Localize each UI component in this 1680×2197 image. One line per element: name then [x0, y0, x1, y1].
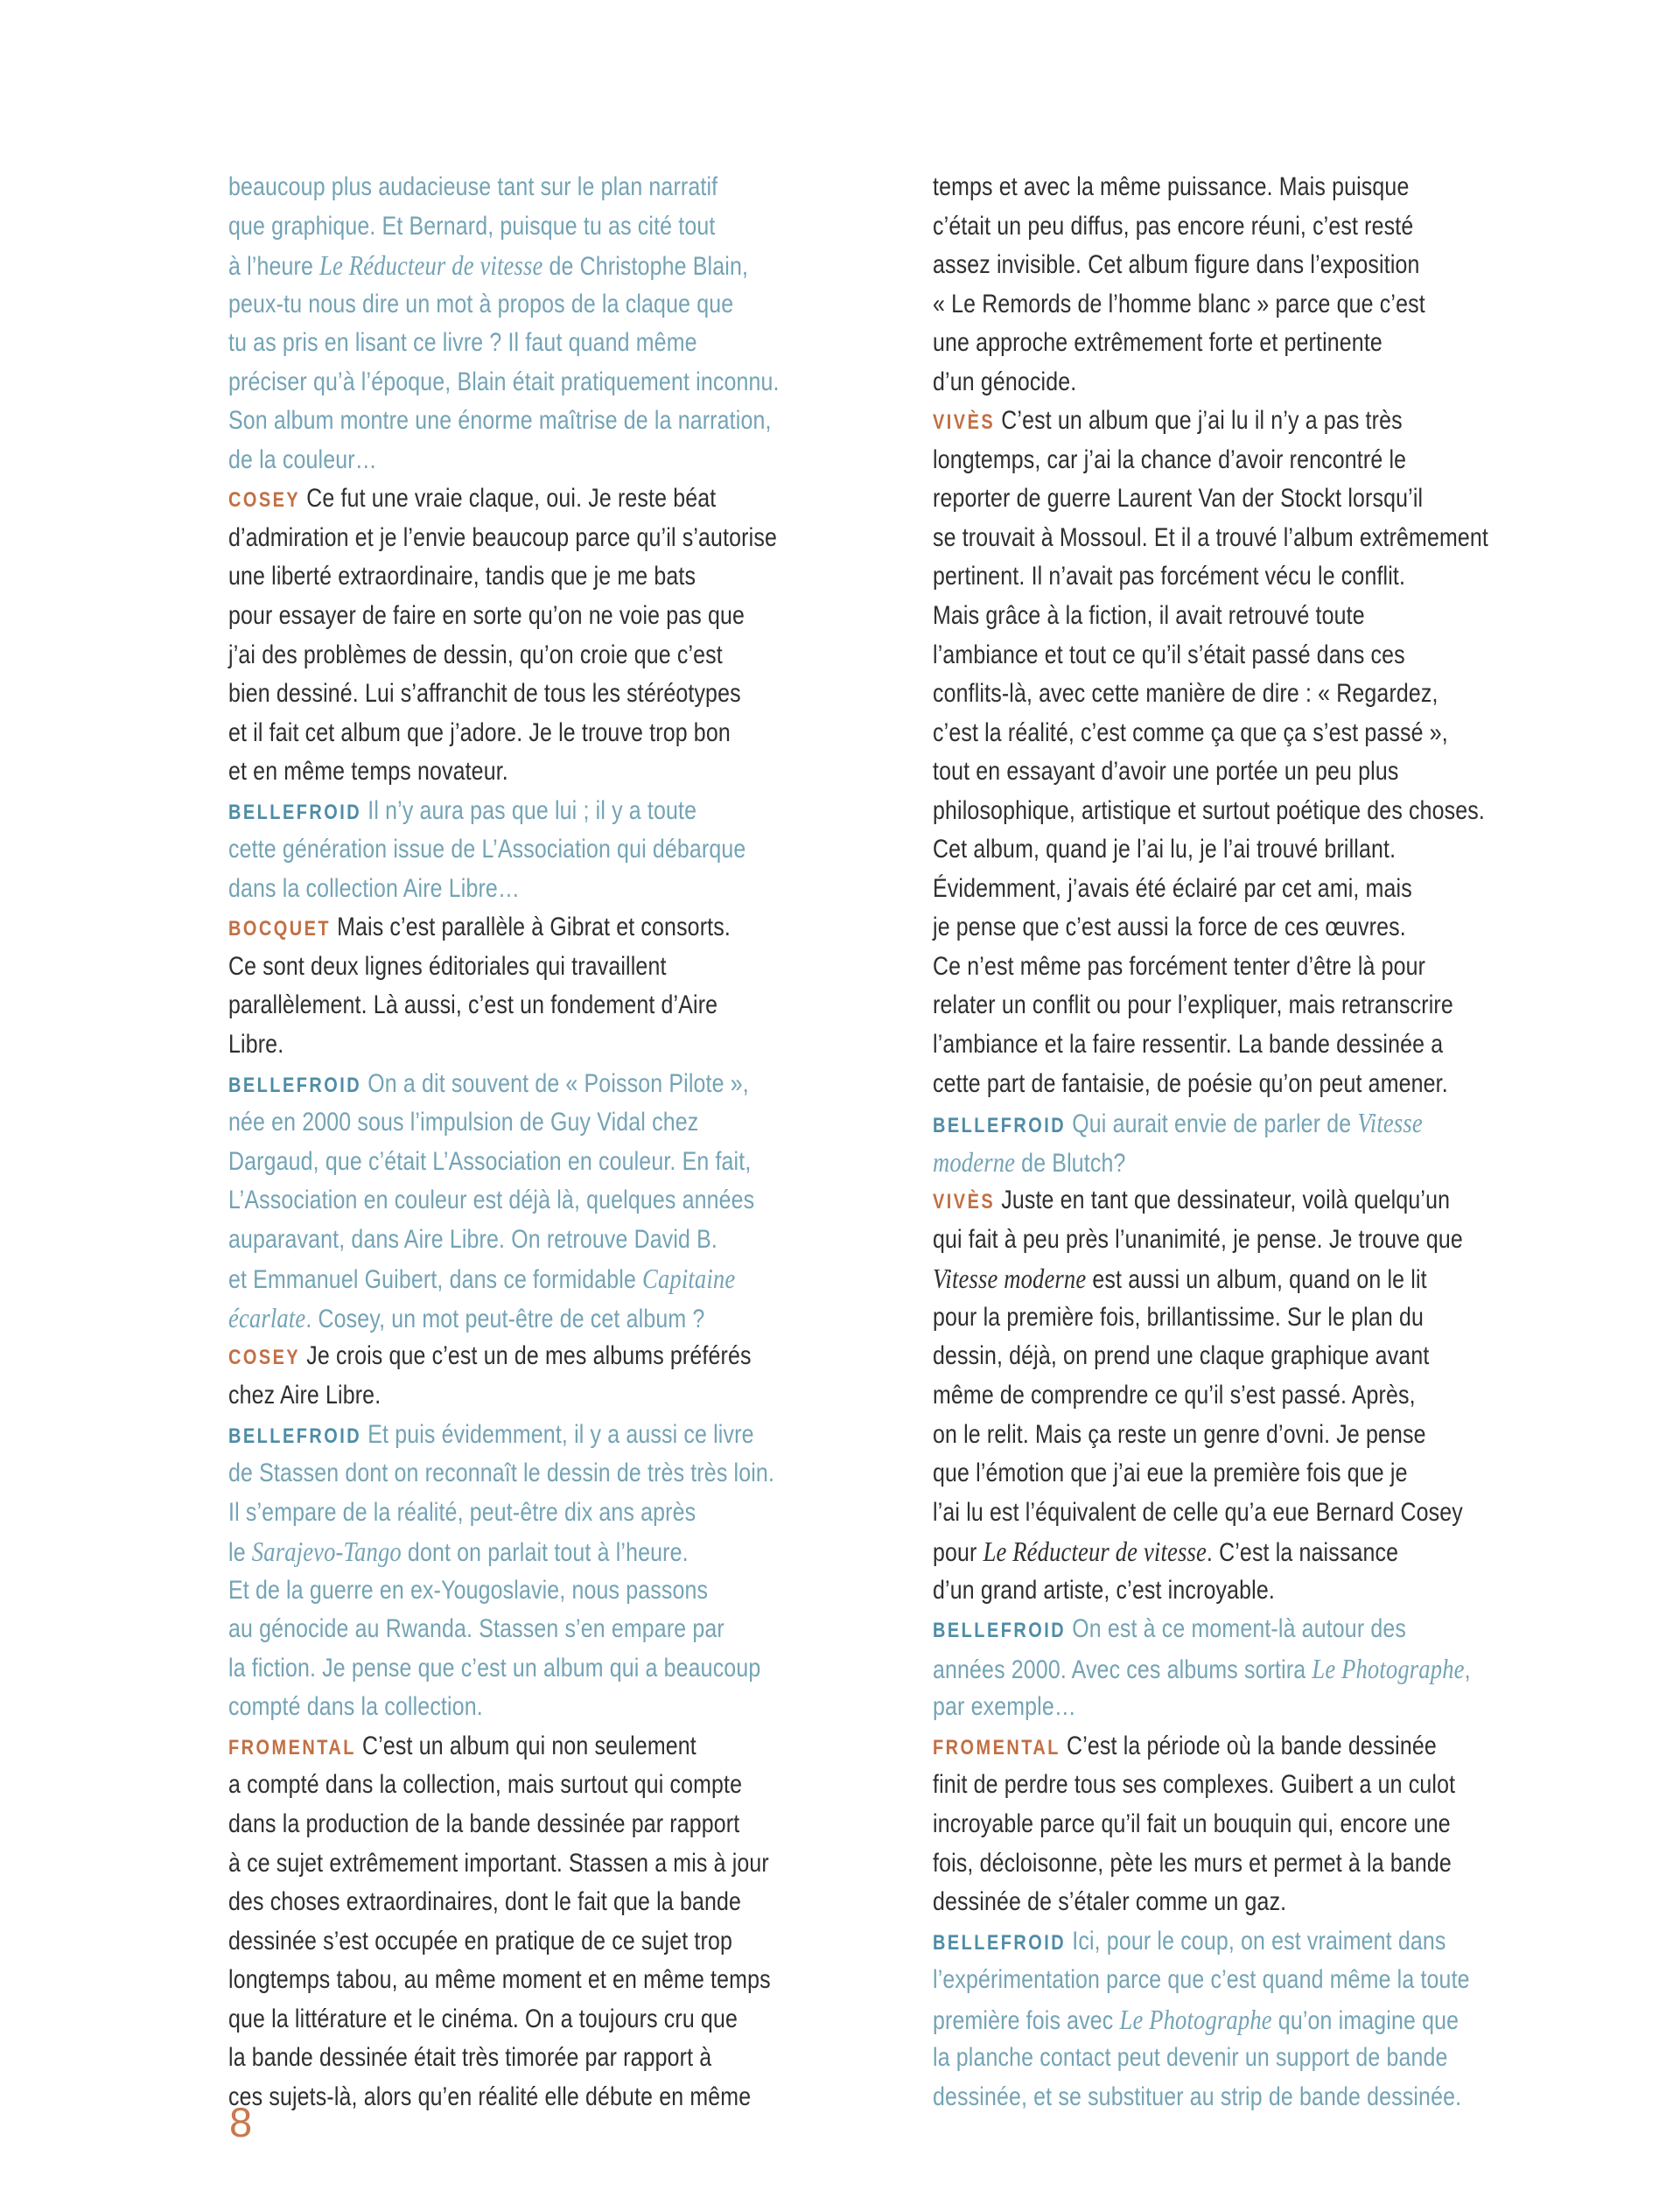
text-line	[228, 1259, 766, 1298]
text-segment: c’est la réalité, c’est comme ça que ça s’est passé »,	[933, 717, 1448, 747]
text-line	[933, 324, 1470, 363]
text-line	[933, 870, 1470, 909]
text-segment: assez invisible. Cet album figure dans l’exposition	[933, 250, 1420, 280]
text-line	[228, 1532, 766, 1571]
text-line	[228, 441, 766, 480]
speaker-label: COSEY	[228, 488, 301, 513]
text-segment: tout en essayant d’avoir une portée un peu plus	[933, 757, 1399, 787]
text-line	[228, 1181, 766, 1221]
text-segment: une liberté extraordinaire, tandis que je me bats	[228, 562, 696, 591]
text-line	[933, 363, 1470, 402]
text-segment: que la littérature et le cinéma. On a toujours cru que	[228, 2004, 738, 2033]
text-segment: à ce sujet extrêmement important. Stassen a mis à jour	[228, 1848, 769, 1878]
text-segment: on le relit. Mais ça reste un genre d’ovni. Je pense	[933, 1419, 1426, 1449]
text-line	[933, 597, 1470, 636]
text-line	[228, 830, 766, 870]
text-line	[933, 1961, 1470, 2000]
text-segment: longtemps, car j’ai la chance d’avoir rencontré le	[933, 444, 1407, 474]
text-line	[228, 1143, 766, 1182]
text-segment: temps et avec la même puissance. Mais puisque	[933, 172, 1410, 201]
text-line	[933, 830, 1470, 870]
text-segment: la fiction. Je pense que c’est un album qui a beaucoup	[228, 1653, 761, 1683]
text-segment: Cet album, quand je l’ai lu, je l’ai trouvé brillant.	[933, 835, 1396, 864]
text-segment: est aussi un album, quand on le lit	[1086, 1265, 1427, 1295]
text-line	[933, 285, 1470, 325]
text-line	[933, 1065, 1470, 1104]
text-segment: se trouvait à Mossoul. Et il a trouvé l’album extrêmement	[933, 522, 1489, 552]
text-line	[228, 1883, 766, 1922]
text-line	[933, 1337, 1470, 1376]
text-segment: qui fait à peu près l’unanimité, je pense. Je trouve que	[933, 1224, 1463, 1254]
text-segment: pour essayer de faire en sorte qu’on ne voie pas que	[228, 601, 746, 631]
text-line	[933, 908, 1470, 948]
text-line	[228, 1610, 766, 1649]
text-line	[228, 1376, 766, 1416]
text-segment: incroyable parce qu’il fait un bouquin qui, encore une	[933, 1809, 1451, 1838]
book-title: Le Réducteur de vitesse	[319, 249, 543, 282]
book-title: Le Photographe	[1312, 1652, 1465, 1684]
text-segment: le	[228, 1538, 252, 1568]
text-segment: pour	[933, 1538, 984, 1568]
text-line	[933, 557, 1470, 597]
text-line	[933, 1025, 1470, 1065]
text-segment: au génocide au Rwanda. Stassen s’en empare par	[228, 1614, 724, 1644]
text-line	[933, 1454, 1470, 1494]
text-segment: Libre.	[228, 1030, 284, 1060]
speaker-label: COSEY	[228, 1346, 301, 1370]
text-line	[228, 1337, 766, 1376]
text-segment: dessinée s’est occupée en pratique de ce sujet trop	[228, 1926, 733, 1956]
text-segment: conflits-là, avec cette manière de dire : « Regardez,	[933, 679, 1438, 709]
text-line	[933, 1727, 1470, 1767]
text-line	[228, 557, 766, 597]
text-line	[228, 1922, 766, 1962]
text-segment: a compté dans la collection, mais surtout qui compte	[228, 1770, 743, 1800]
text-line	[228, 908, 766, 948]
text-line	[933, 792, 1485, 831]
book-title: Le Réducteur de vitesse	[983, 1536, 1207, 1568]
text-segment: Ce n’est même pas forcément tenter d’être là pour	[933, 951, 1426, 981]
speaker-label: VIVÈS	[933, 1190, 996, 1214]
text-segment: c’était un peu diffus, pas encore réuni, c’est resté	[933, 211, 1414, 241]
text-segment: d’un génocide.	[933, 367, 1077, 396]
text-segment: fois, décloisonne, pète les murs et permet à la bande	[933, 1848, 1452, 1878]
text-segment: beaucoup plus audacieuse tant sur le plan narratif	[228, 172, 718, 201]
text-segment: compté dans la collection.	[228, 1692, 483, 1722]
text-line	[933, 1416, 1470, 1455]
text-segment: par exemple…	[933, 1692, 1076, 1722]
text-segment: même de comprendre ce qu’il s’est passé. Après,	[933, 1380, 1416, 1410]
text-segment: chez Aire Libre.	[228, 1380, 382, 1410]
text-line	[933, 1143, 1470, 1182]
text-line	[228, 1571, 766, 1611]
text-line	[228, 207, 766, 247]
book-title: Capitaine	[642, 1263, 736, 1295]
text-segment: Qui aurait envie de parler de	[1066, 1109, 1358, 1139]
text-line	[228, 1298, 766, 1338]
text-segment: je pense que c’est aussi la force de ces œuvres.	[933, 913, 1406, 942]
text-segment: Son album montre une énorme maîtrise de la narration,	[228, 406, 772, 436]
book-title: écarlate	[228, 1301, 306, 1333]
text-segment: Dargaud, que c’était L’Association en couleur. En fait,	[228, 1146, 752, 1176]
text-segment: la planche contact peut devenir un support de bande	[933, 2043, 1448, 2073]
text-line	[228, 1649, 766, 1689]
text-line	[228, 1065, 766, 1104]
text-segment: Il s’empare de la réalité, peut-être dix ans après	[228, 1497, 696, 1527]
text-segment: Il n’y aura pas que lui ; il y a toute	[361, 795, 697, 825]
text-segment: l’expérimentation parce que c’est quand même la toute	[933, 1965, 1470, 1995]
text-line	[228, 519, 777, 558]
page-number: 8	[229, 2099, 253, 2145]
text-line	[228, 1221, 766, 1260]
text-segment: dans la collection Aire Libre…	[228, 873, 521, 903]
text-segment: Mais grâce à la fiction, il avait retrouvé toute	[933, 601, 1365, 631]
text-segment: l’ambiance et la faire ressentir. La bande dessinée a	[933, 1030, 1444, 1060]
text-line	[933, 1103, 1470, 1143]
text-segment: Et de la guerre en ex-Yougoslavie, nous passons	[228, 1575, 709, 1605]
text-line	[228, 1961, 771, 2000]
speaker-label: VIVÈS	[933, 410, 996, 435]
text-line	[933, 402, 1470, 441]
text-segment: à l’heure	[228, 252, 320, 282]
text-segment: de Blutch?	[1015, 1148, 1126, 1178]
text-line	[933, 246, 1470, 285]
book-title: moderne	[933, 1145, 1016, 1178]
text-segment: reporter de guerre Laurent Van der Stockt lorsqu’il	[933, 484, 1424, 514]
text-line	[228, 792, 766, 831]
text-line	[933, 1844, 1470, 1884]
text-line	[933, 948, 1470, 987]
speaker-label: BOCQUET	[228, 917, 332, 941]
text-segment: qu’on imagine que	[1271, 2005, 1460, 2035]
text-line	[933, 168, 1470, 207]
book-title: Vitesse	[1357, 1107, 1423, 1139]
speaker-label: BELLEFROID	[933, 1930, 1067, 1955]
text-line	[228, 986, 766, 1025]
text-line	[933, 2000, 1470, 2040]
text-segment: de Christophe Blain,	[542, 252, 749, 282]
text-line	[933, 1649, 1470, 1689]
right-text-column	[933, 168, 1580, 2117]
text-line	[933, 675, 1470, 714]
speaker-label: BELLEFROID	[933, 1114, 1067, 1138]
text-segment: C’est un album qui non seulement	[355, 1731, 696, 1760]
text-segment: la bande dessinée était très timorée par rapport à	[228, 2043, 712, 2073]
speaker-label: BELLEFROID	[228, 1424, 362, 1448]
text-line	[933, 2078, 1470, 2117]
text-segment: une approche extrêmement forte et pertinente	[933, 328, 1382, 358]
text-segment: On a dit souvent de « Poisson Pilote »,	[361, 1068, 749, 1098]
text-line	[933, 1688, 1470, 1727]
text-segment: dessinée de s’étaler comme un gaz.	[933, 1887, 1287, 1917]
text-line	[228, 1454, 775, 1494]
text-line	[933, 1922, 1470, 1962]
text-segment: des choses extraordinaires, dont le fait que la bande	[228, 1887, 742, 1917]
text-line	[228, 2078, 766, 2117]
text-line	[933, 1571, 1470, 1611]
text-segment: cette part de fantaisie, de poésie qu’on peut amener.	[933, 1068, 1448, 1098]
text-line	[933, 1181, 1470, 1221]
text-line	[933, 441, 1470, 480]
text-line	[228, 479, 766, 519]
text-line	[933, 1805, 1470, 1844]
text-line	[228, 1103, 766, 1143]
text-line	[933, 714, 1470, 753]
text-line	[228, 870, 766, 909]
speaker-label: BELLEFROID	[933, 1619, 1067, 1643]
text-line	[933, 2039, 1470, 2078]
text-segment: préciser qu’à l’époque, Blain était pratiquement inconnu.	[228, 367, 780, 396]
text-segment: L’Association en couleur est déjà là, quelques années	[228, 1186, 755, 1215]
speaker-label: FROMENTAL	[933, 1735, 1060, 1760]
text-segment: j’ai des problèmes de dessin, qu’on croie que c’est	[228, 640, 723, 669]
text-line	[228, 2000, 766, 2040]
book-title: Le Photographe	[1119, 2003, 1272, 2035]
text-line	[228, 1416, 766, 1455]
text-segment: Ce sont deux lignes éditoriales qui travaillent	[228, 951, 667, 981]
text-line	[228, 1766, 766, 1805]
text-segment: peux-tu nous dire un mot à propos de la claque que	[228, 289, 734, 318]
text-segment: « Le Remords de l’homme blanc » parce que c’est	[933, 289, 1425, 318]
book-title: Vitesse moderne	[933, 1263, 1087, 1295]
text-segment: que l’émotion que j’ai eue la première fois que je	[933, 1459, 1408, 1488]
text-line	[933, 752, 1470, 792]
text-segment: ,	[1464, 1655, 1471, 1684]
text-line	[933, 207, 1470, 247]
text-line	[228, 168, 766, 207]
text-line	[228, 752, 766, 792]
text-line	[228, 1805, 766, 1844]
text-segment: que graphique. Et Bernard, puisque tu as cité tout	[228, 211, 716, 241]
speaker-label: FROMENTAL	[228, 1735, 356, 1760]
text-segment: années 2000. Avec ces albums sortira	[933, 1655, 1312, 1684]
text-segment: Et puis évidemment, il y a aussi ce livre	[361, 1419, 754, 1449]
text-line	[228, 636, 766, 675]
text-line	[228, 948, 766, 987]
text-line	[228, 1844, 769, 1884]
text-segment: tu as pris en lisant ce livre ? Il faut quand même	[228, 328, 697, 358]
text-segment: dessin, déjà, on prend une claque graphique avant	[933, 1341, 1430, 1371]
text-segment: Ce fut une vraie claque, oui. Je reste béat	[300, 484, 717, 514]
text-segment: et il fait cet album que j’adore. Je le trouve trop bon	[228, 717, 731, 747]
text-segment: première fois avec	[933, 2005, 1120, 2035]
text-segment: C’est un album que j’ai lu il n’y a pas très	[995, 406, 1403, 436]
text-line	[228, 285, 766, 325]
text-segment: et en même temps novateur.	[228, 757, 508, 787]
text-line	[228, 714, 766, 753]
text-segment: d’admiration et je l’envie beaucoup parce qu’il s’autorise	[228, 522, 777, 552]
text-segment: d’un grand artiste, c’est incroyable.	[933, 1575, 1275, 1605]
text-line	[933, 1766, 1470, 1805]
text-line	[933, 1610, 1470, 1649]
text-line	[228, 597, 766, 636]
text-line	[228, 324, 766, 363]
text-line	[228, 1727, 766, 1767]
text-segment: de Stassen dont on reconnaît le dessin de très très loin.	[228, 1459, 775, 1488]
text-segment: Je crois que c’est un de mes albums préférés	[300, 1341, 752, 1371]
text-segment: l’ambiance et tout ce qu’il s’était passé dans ces	[933, 640, 1405, 669]
text-segment: philosophique, artistique et surtout poétique des choses.	[933, 795, 1485, 825]
text-segment: Évidemment, j’avais été éclairé par cet ami, mais	[933, 873, 1412, 903]
text-line	[228, 246, 766, 285]
text-line	[933, 519, 1489, 558]
text-segment: auparavant, dans Aire Libre. On retrouve David B.	[228, 1224, 718, 1254]
text-segment: On est à ce moment-là autour des	[1066, 1614, 1407, 1644]
text-segment: née en 2000 sous l’impulsion de Guy Vidal chez	[228, 1108, 699, 1137]
text-line	[933, 1221, 1470, 1260]
text-line	[933, 1376, 1470, 1416]
text-line	[228, 402, 772, 441]
text-line	[933, 1259, 1470, 1298]
text-segment: finit de perdre tous ses complexes. Guibert a un culot	[933, 1770, 1456, 1800]
text-line	[228, 2039, 766, 2078]
text-line	[228, 1025, 766, 1065]
text-segment: parallèlement. Là aussi, c’est un fondement d’Aire	[228, 990, 718, 1020]
text-segment: dans la production de la bande dessinée par rapport	[228, 1809, 740, 1838]
speaker-label: BELLEFROID	[228, 800, 362, 824]
left-text-column	[228, 168, 876, 2117]
text-line	[228, 1688, 766, 1727]
text-segment: l’ai lu est l’équivalent de celle qu’a eue Bernard Cosey	[933, 1497, 1463, 1527]
text-line	[933, 1532, 1470, 1571]
text-segment: ces sujets-là, alors qu’en réalité elle débute en même	[228, 2082, 752, 2111]
text-line	[933, 479, 1470, 519]
text-segment: dessinée, et se substituer au strip de bande dessinée.	[933, 2082, 1462, 2111]
text-line	[933, 1298, 1470, 1338]
text-segment: . Cosey, un mot peut-être de cet album ?	[305, 1304, 705, 1333]
text-segment: pour la première fois, brillantissime. Sur le plan du	[933, 1302, 1424, 1332]
text-line	[228, 1494, 766, 1533]
text-segment: cette génération issue de L’Association qui débarque	[228, 835, 746, 864]
text-segment: relater un conflit ou pour l’expliquer, mais retranscrire	[933, 990, 1453, 1020]
text-line	[933, 1494, 1470, 1533]
text-segment: de la couleur…	[228, 444, 377, 474]
text-line	[228, 675, 766, 714]
text-segment: Ici, pour le coup, on est vraiment dans	[1066, 1926, 1446, 1956]
text-segment: dont on parlait tout à l’heure.	[401, 1538, 689, 1568]
text-segment: C’est la période où la bande dessinée	[1060, 1731, 1437, 1760]
text-segment: Juste en tant que dessinateur, voilà quelqu’un	[995, 1186, 1451, 1215]
speaker-label: BELLEFROID	[228, 1073, 362, 1097]
text-segment: bien dessiné. Lui s’affranchit de tous les stéréotypes	[228, 679, 741, 709]
text-line	[933, 986, 1470, 1025]
text-line	[933, 1883, 1470, 1922]
text-segment: et Emmanuel Guibert, dans ce formidable	[228, 1265, 643, 1295]
text-line	[933, 636, 1470, 675]
book-title: Sarajevo-Tango	[251, 1536, 402, 1568]
text-segment: Mais c’est parallèle à Gibrat et consorts.	[331, 913, 731, 942]
text-line	[228, 363, 780, 402]
text-segment: pertinent. Il n’avait pas forcément vécu le conflit.	[933, 562, 1406, 591]
text-segment: longtemps tabou, au même moment et en même temps	[228, 1965, 771, 1995]
text-segment: . C’est la naissance	[1206, 1538, 1399, 1568]
